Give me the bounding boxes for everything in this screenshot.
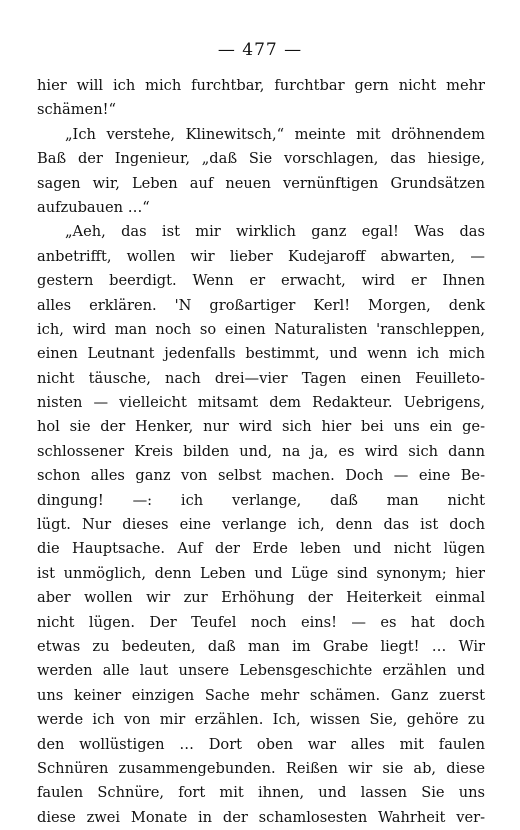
text-line: ich, wird man noch so einen Naturalisten 'ranschleppen, [37,320,485,338]
text-line: aufzubauen …“ [37,198,150,216]
text-line: aber wollen wir zur Erhöhung der Heiterkeit einmal [37,589,485,607]
text-line: nicht lügen. Der Teufel noch eins! — es hat doch [37,613,485,631]
text-line: Baß der Ingenieur, „daß Sie vorschlagen, das hiesige, [37,150,485,168]
text-line: nisten — vielleicht mitsamt dem Redakteur. Uebrigens, [37,394,485,412]
text-line: einen Leutnant jedenfalls bestimmt, und wenn ich mich [37,345,485,363]
text-line: schon alles ganz von selbst machen. Doch — eine Be- [37,467,485,485]
text-line: dingung! —: ich verlange, daß man nicht [37,491,485,509]
text-line: faulen Schnüre, fort mit ihnen, und lassen Sie uns [37,784,485,802]
text-line: hier will ich mich furchtbar, furchtbar gern nicht mehr [37,77,485,94]
text-line: alles erklären. 'N großartiger Kerl! Morgen, denk [37,296,485,314]
text-line: gestern beerdigt. Wenn er erwacht, wird er Ihnen [37,272,485,290]
text-line: nicht täusche, nach drei—vier Tagen einen Feuilleto- [37,369,485,387]
text-line: etwas zu bedeuten, daß man im Grabe liegt! … Wir [37,637,485,655]
text-line: ist unmöglich, denn Leben und Lüge sind synonym; hier [37,564,485,582]
text-line: den wollüstigen … Dort oben war alles mit faulen [37,735,485,753]
text-line: uns keiner einzigen Sache mehr schämen. Ganz zuerst [37,686,485,704]
text-line: sagen wir, Leben auf neuen vernünftigen Grundsätzen [37,174,485,192]
text-line: die Hauptsache. Auf der Erde leben und nicht lügen [37,540,485,558]
text-line: „Ich verstehe, Klinewitsch,“ meinte mit dröhnendem [65,125,485,143]
text-line: Schnüren zusammengebunden. Reißen wir sie ab, diese [37,759,485,777]
text-line: werde ich von mir erzählen. Ich, wissen Sie, gehöre zu [37,711,485,729]
text-line: schämen!“ [37,101,116,119]
text-line: schlossener Kreis bilden und, na ja, es wird sich dann [37,442,485,460]
text-line: werden alle laut unsere Lebensgeschichte erzählen und [37,662,485,680]
page-number: — 477 — [217,40,303,60]
body-text [37,74,485,830]
text-line: hol sie der Henker, nur wird sich hier bei uns ein ge- [37,418,485,436]
text-line: anbetrifft, wollen wir lieber Kudejaroff abwarten, — [37,247,485,265]
text-line: diese zwei Monate in der schamlosesten Wahrheit ver- [37,808,485,826]
text-line: „Aeh, das ist mir wirklich ganz egal! Was das [65,223,485,241]
text-line: lügt. Nur dieses eine verlange ich, denn das ist doch [37,516,485,534]
